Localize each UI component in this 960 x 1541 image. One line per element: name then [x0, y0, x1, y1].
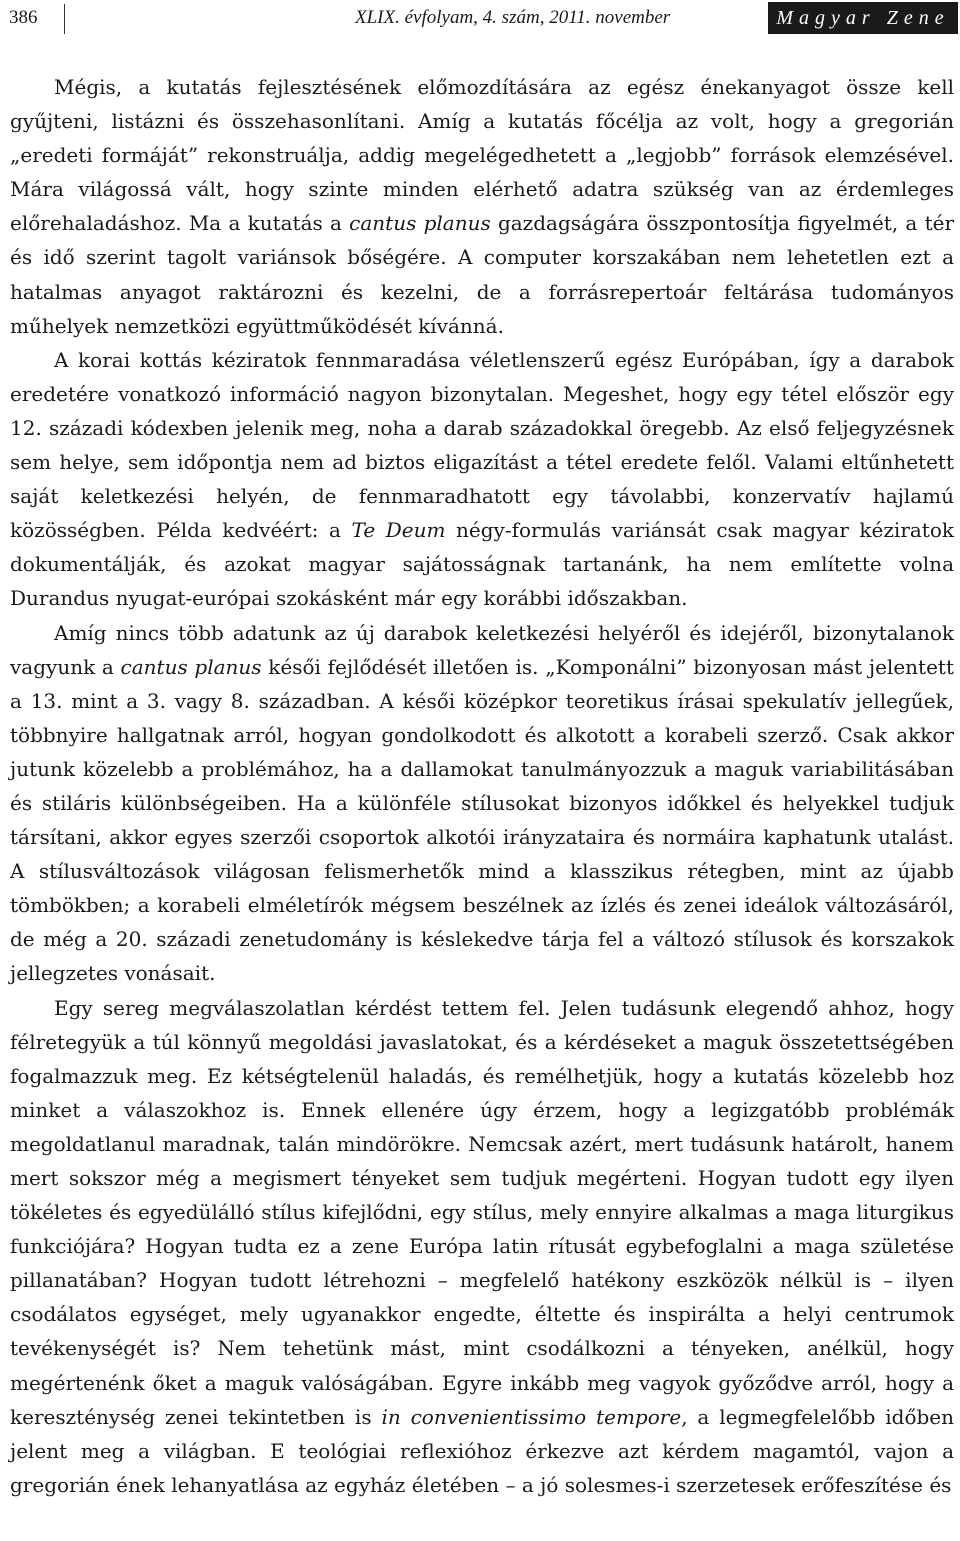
header-divider	[64, 4, 65, 34]
paragraph	[10, 991, 954, 1502]
italic-term: Te Deum	[351, 518, 446, 543]
paragraph	[10, 616, 954, 991]
paragraph-text: négy-formulás variánsát csak magyar kéziratok dokumentálják, és azokat magyar sajátosságnak tartanánk, ha nem említette volna Durandus nyugat-európai szokásként már egy korábbi időszakban.	[10, 518, 955, 611]
page-number: 386	[9, 7, 38, 28]
paragraph	[10, 70, 954, 343]
article-body	[10, 70, 954, 1502]
journal-title: Magyar Zene	[768, 2, 958, 34]
paragraph-text: A korai kottás kéziratok fennmaradása véletlenszerű egész Európában, így a darabok eredetére vonatkozó információ nagyon bizonytalan. Megeshet, hogy egy tétel először egy 12. századi kódexben jelenik meg, noha a darab századokkal öregebb. Az első feljegyzésnek sem helye, sem időpontja nem ad biztos eligazítást a tétel eredete felől. Valami eltűnhetett saját keletkezési helyén, de fennmaradhatott egy távolabbi, konzervatív hajlamú közösségben. Példa kedvéért: a	[10, 347, 954, 543]
italic-term: cantus planus	[349, 211, 491, 236]
issue-info: XLIX. évfolyam, 4. szám, 2011. november	[355, 7, 671, 28]
paragraph-text: Mégis, a kutatás fejlesztésének előmozdítására az egész énekanyagot össze kell gyűjteni, listázni és összehasonlítani. Amíg a kutatás főcélja az volt, hogy a gregorián „eredeti formáját” rekonstruálja, addig megelégedhetett a „legjobb” források elemzésével. Mára világossá vált, hogy szinte minden elérhető adatra szükség van az érdemleges előrehaladáshoz. Ma a kutatás a	[10, 75, 954, 236]
paragraph-text: , a legmegfelelőbb időben jelent meg a világban. E teológiai reflexióhoz érkezve azt kérdem magamtól, vajon a gregorián ének lehanyatlása az egyház életében – a jó solesmes-i szerzetesek erőfeszítése és	[10, 1404, 955, 1497]
italic-term: in convenientissimo tempore	[381, 1404, 682, 1429]
italic-term: cantus planus	[120, 654, 262, 679]
paragraph-text: gazdagságára összpontosítja figyelmét, a tér és idő szerint tagolt variánsok bőségére. A computer korszakában nem lehetetlen ezt a hatalmas anyagot raktározni és kezelni, de a forrásrepertoár feltárása tudományos műhelyek nemzetközi együttműködését kívánná.	[10, 211, 955, 338]
paragraph	[10, 343, 954, 616]
paragraph-text: Egy sereg megválaszolatlan kérdést tettem fel. Jelen tudásunk elegendő ahhoz, hogy félretegyük a túl könnyű megoldási javaslatokat, és a kérdéseket a maguk összetettségében fogalmazzuk meg. Ez kétségtelenül haladás, és remélhetjük, hogy a kutatás közelebb hoz minket a válaszokhoz is. Ennek ellenére úgy érzem, hogy a legizgatóbb problémák megoldatlanul maradnak, talán mindörökre. Nemcsak azért, mert tudásunk határolt, hanem mert sokszor még a megismert tényeket sem tudjuk megérteni. Hogyan tudott egy ilyen tökéletes és egyedülálló stílus kifejlődni, egy stílus, mely ennyire alkalmas a maga liturgikus funkciójára? Hogyan tudta ez a zene Európa latin rítusát egybefoglalni a maga születése pillanatában? Hogyan tudott létrehozni – megfelelő hatékony eszközök nélkül is – ilyen csodálatos egységet, mely ugyanakkor engedte, éltette és inspirálta a helyi centrumok tevékenységét is? Nem tehetünk mást, mint csodálkozni a tényeken, anélkül, hogy megértenénk őket a maguk valóságában. Egyre inkább meg vagyok győződve arról, hogy a kereszténység zenei tekintetben is	[10, 995, 954, 1429]
page-header	[0, 0, 960, 40]
paragraph-text: késői fejlődését illetően is. „Komponálni” bizonyosan mást jelentett a 13. mint a 3. vagy 8. században. A késői középkor teoretikus írásai spekulatív jellegűek, többnyire hallgatnak arról, hogyan gondolkodott és alkotott a korabeli szerző. Csak akkor jutunk közelebb a problémához, ha a dallamokat tanulmányozzuk a maguk variabilitásában és stiláris különbségeiben. Ha a különféle stílusokat bizonyos időkkel és helyekkel tudjuk társítani, akkor egyes szerzői csoportok alkotói irányzataira és normáira kaphatunk utalást. A stílusváltozások világosan felismerhetők mind a klasszikus rétegben, mint az újabb tömbökben; a korabeli elméletírók mégsem beszélnek az ízlés és zenei ideálok változásáról, de még a 20. századi zenetudomány is késlekedve tárja fel a változó stílusok és korszakok jellegzetes vonásait.	[10, 654, 954, 986]
paragraph-text: Amíg nincs több adatunk az új darabok keletkezési helyéről és idejéről, bizonytalanok vagyunk a	[10, 620, 954, 679]
